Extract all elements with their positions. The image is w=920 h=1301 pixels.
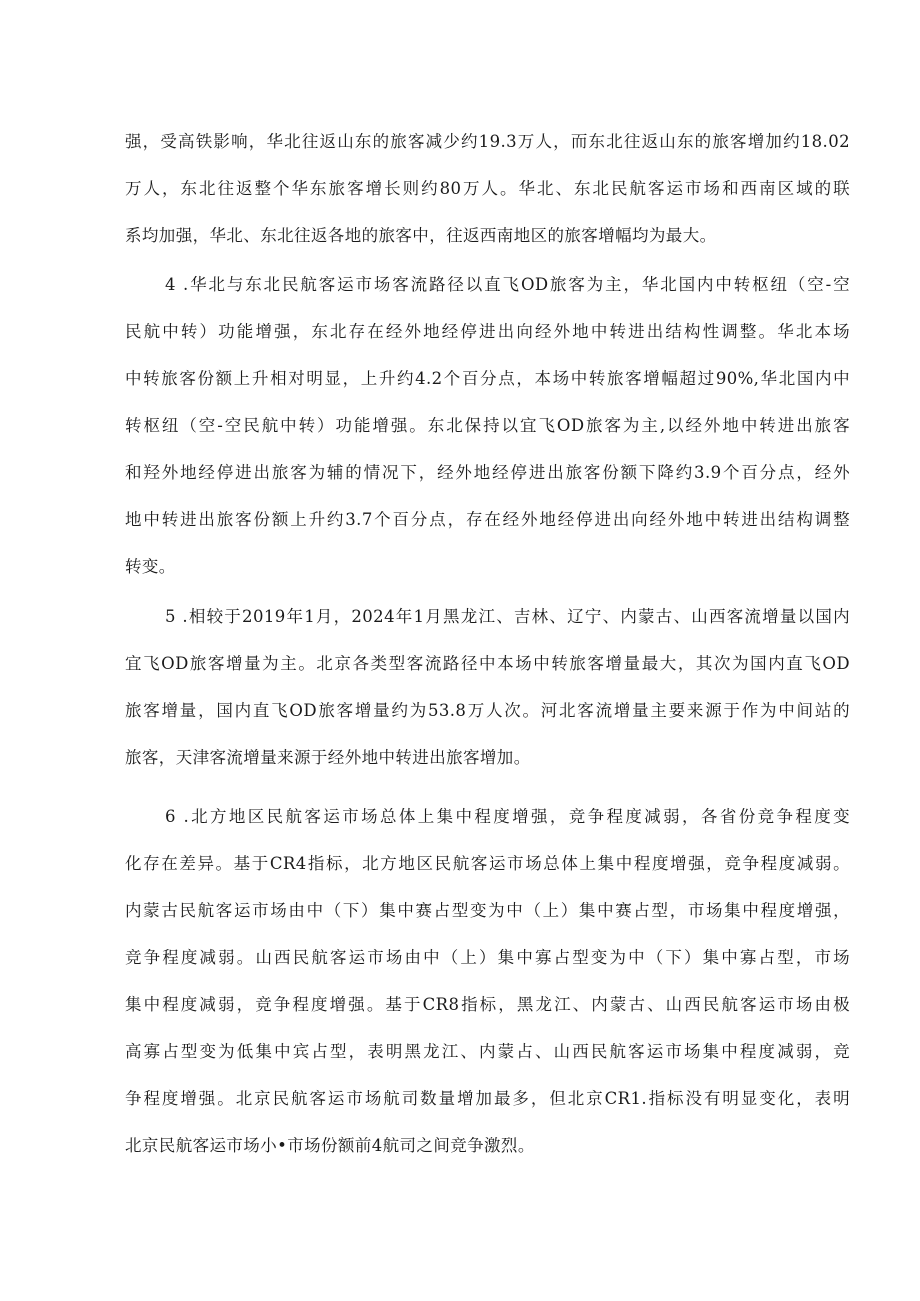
- text-line: 民航中转）功能增强，东北存在经外地经停进出向经外地中转进出结构性调整。华北本场: [125, 322, 850, 341]
- text-line: 和羟外地经停进出旅客为辅的情况下，经外地经停进出旅客份额下降约3.9个百分点，经外: [125, 463, 850, 482]
- paragraph-item-4: [125, 268, 850, 597]
- paragraph-continuation: [125, 125, 850, 266]
- text-line: 转枢纽（空-空民航中转）功能增强。东北保持以宜飞OD旅客为主,以经外地中转进出旅客: [125, 416, 850, 435]
- text-line: 北京民航客运市场小•市场份额前4航司之间竞争激烈。: [125, 1136, 535, 1155]
- text-line: 宜飞OD旅客增量为主。北京各类型客流路径中本场中转旅客增量最大，其次为国内直飞OD: [125, 654, 850, 673]
- text-line: 强，受高铁影响，华北往返山东的旅客减少约19.3万人，而东北往返山东的旅客增加约18.02: [125, 132, 850, 151]
- text-line: 争程度增强。北京民航客运市场航司数量增加最多，但北京CR1.指标没有明显变化，表明: [125, 1089, 850, 1108]
- text-line: 6 .北方地区民航客运市场总体上集中程度增强，竞争程度减弱，各省份竞争程度变: [165, 807, 850, 826]
- text-line: 内蒙古民航客运市场由中（下）集中赛占型变为中（上）集中赛占型，市场集中程度增强，: [125, 901, 850, 920]
- text-line: 5 .相较于2019年1月，2024年1月黑龙江、吉林、辽宁、内蒙古、山西客流增量以国内: [165, 607, 850, 626]
- text-line: 系均加强，华北、东北往返各地的旅客中，往返西南地区的旅客增幅均为最大。: [125, 226, 717, 245]
- text-line: 万人，东北往返整个华东旅客增长则约80万人。华北、东北民航客运市场和西南区域的联: [125, 179, 850, 198]
- text-line: 集中程度减弱，竞争程度增强。基于CR8指标，黑龙江、内蒙古、山西民航客运市场由极: [125, 995, 850, 1014]
- paragraph-item-6: [125, 800, 850, 1176]
- text-line: 地中转进出旅客份额上升约3.7个百分点，存在经外地经停进出向经外地中转进出结构调整: [125, 510, 850, 529]
- paragraph-item-5: [125, 600, 850, 788]
- text-line: 4 .华北与东北民航客运市场客流路径以直飞OD旅客为主，华北国内中转枢纽（空-空: [165, 275, 850, 294]
- text-line: 竞争程度减弱。山西民航客运市场由中（上）集中寡占型变为中（下）集中寡占型，市场: [125, 948, 850, 967]
- text-line: 高寡占型变为低集中宾占型，表明黑龙江、内蒙占、山西民航客运市场集中程度减弱，竞: [125, 1042, 850, 1061]
- text-line: 中转旅客份额上升相对明显，上升约4.2个百分点，本场中转旅客增幅超过90%,华北国内中: [125, 369, 850, 388]
- text-line: 化存在差异。基于CR4指标，北方地区民航客运市场总体上集中程度增强，竞争程度减弱。: [125, 854, 850, 873]
- text-line: 旅客增量，国内直飞OD旅客增量约为53.8万人次。河北客流增量主要来源于作为中间站的: [125, 701, 850, 720]
- text-line: 转变。: [125, 557, 176, 576]
- text-line: 旅客，天津客流增量来源于经外地中转进出旅客增加。: [125, 748, 531, 767]
